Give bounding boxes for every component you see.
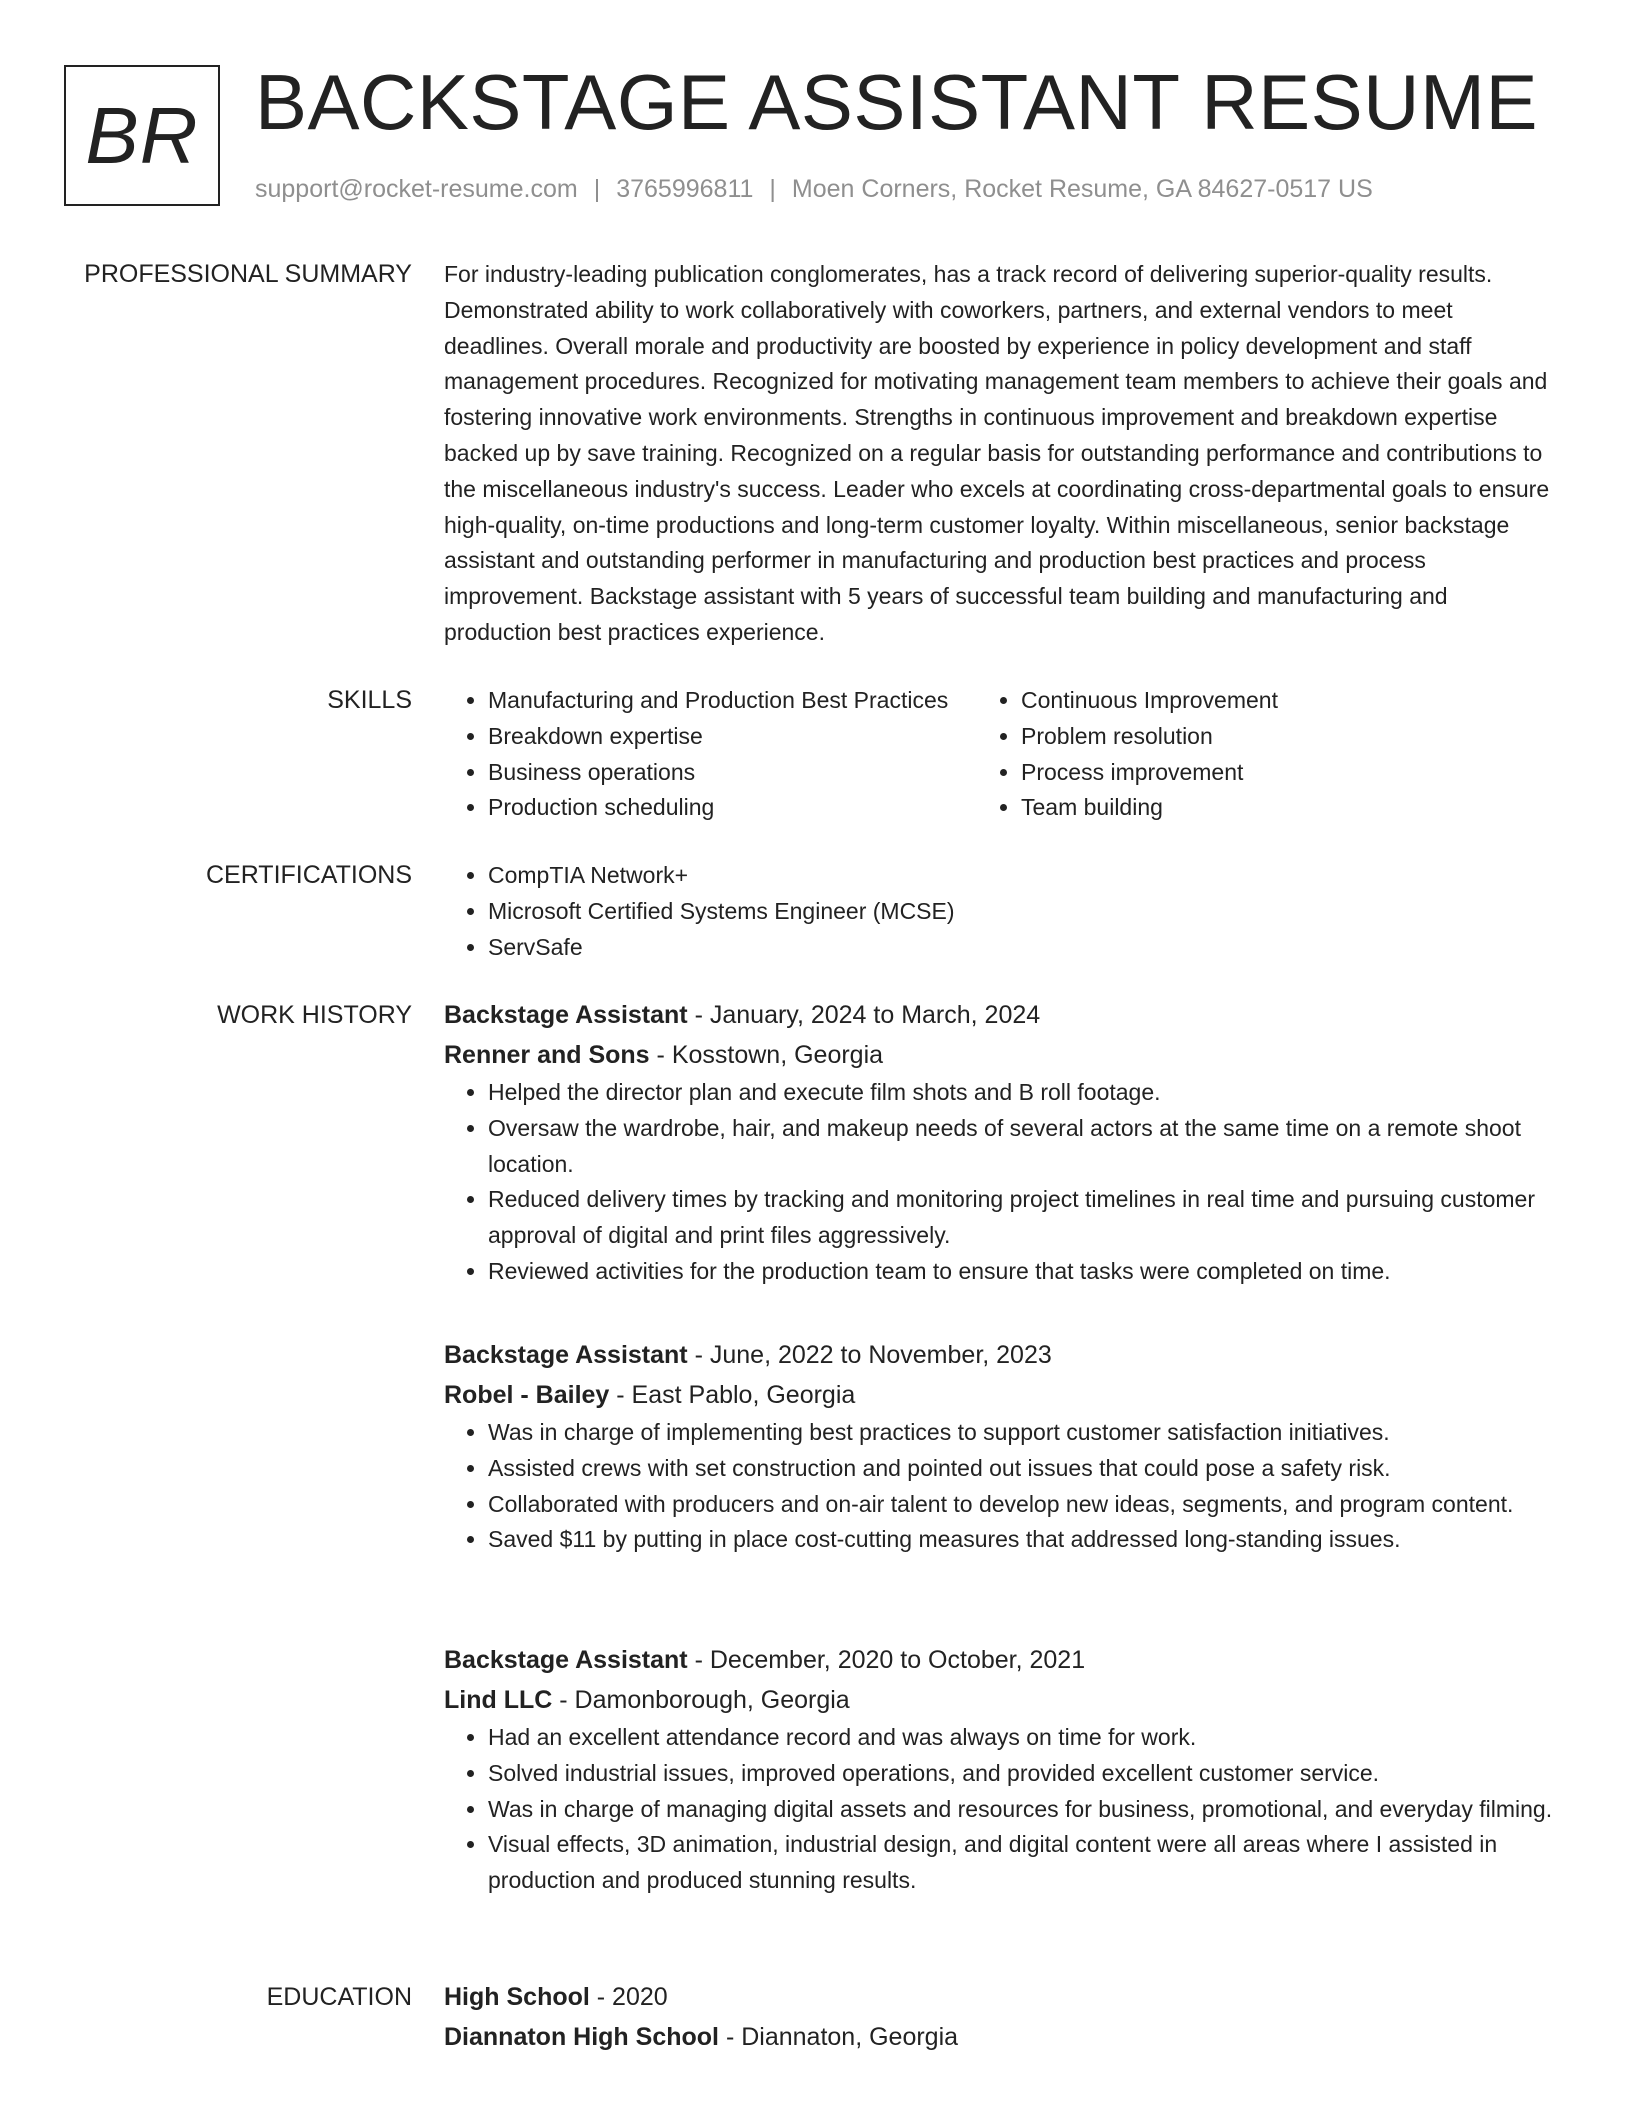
job-bullet: • Was in charge of managing digital assets and resources for business, promotional, and everyday filming.	[488, 1792, 1559, 1828]
job-company-line	[444, 1035, 1559, 1075]
skill-item: • Team building	[1021, 790, 1489, 826]
skills-column-left	[444, 683, 989, 826]
summary-text: For industry-leading publication conglomerates, has a track record of delivering superior-quality results. Demonstrated ability to work collaboratively with coworkers, partners, and external vendors to meet deadlines. Overall morale and productivity are boosted by experience in policy development and staff management procedures. Recognized for motivating management team members to achieve their goals and fostering innovative work environments. Strengths in continuous improvement and breakdown expertise backed up by save training. Recognized on a regular basis for outstanding performance and contributions to the miscellaneous industry's success. Leader who excels at coordinating cross-departmental goals to ensure high-quality, on-time productions and long-term customer loyalty. Within miscellaneous, senior backstage assistant and outstanding performer in manufacturing and production best practices and process improvement. Backstage assistant with 5 years of successful team building and manufacturing and production best practices experience.	[444, 261, 1550, 645]
section-title-skills: SKILLS	[327, 686, 412, 714]
job-bullet: • Collaborated with producers and on-air talent to develop new ideas, segments, and program content.	[488, 1487, 1559, 1523]
contact-email[interactable]: support@rocket-resume.com	[255, 175, 578, 203]
job-bullet: • Reviewed activities for the production team to ensure that tasks were completed on time.	[488, 1254, 1559, 1290]
job-dates: - December, 2020 to October, 2021	[694, 1646, 1086, 1674]
education-degree: High School	[444, 1983, 590, 2011]
section-body-summary	[444, 257, 1559, 651]
job-dates: - January, 2024 to March, 2024	[694, 1001, 1041, 1029]
job-bullet: • Saved $11 by putting in place cost-cutting measures that addressed long-standing issues.	[488, 1522, 1559, 1558]
monogram-logo: BR	[64, 65, 220, 206]
contact-separator: |	[593, 175, 601, 203]
job-title-line	[444, 1640, 1559, 1680]
section-title-summary: PROFESSIONAL SUMMARY	[84, 260, 412, 288]
job-company: Renner and Sons	[444, 1041, 650, 1069]
section-title-work-history: WORK HISTORY	[217, 1001, 412, 1029]
job-bullets	[444, 1075, 1559, 1290]
job-title-line	[444, 995, 1559, 1035]
job-location: - Damonborough, Georgia	[559, 1686, 850, 1714]
job-title-line	[444, 1335, 1559, 1375]
certification-item: • CompTIA Network+	[488, 858, 1559, 894]
resume-title: BACKSTAGE ASSISTANT RESUME	[255, 58, 1538, 146]
job-role: Backstage Assistant	[444, 1001, 688, 1029]
certification-item: • ServSafe	[488, 930, 1559, 966]
job-bullet: • Was in charge of implementing best practices to support customer satisfaction initiatives.	[488, 1415, 1559, 1451]
job-company: Robel - Bailey	[444, 1381, 610, 1409]
job-bullet: • Solved industrial issues, improved operations, and provided excellent customer service.	[488, 1756, 1559, 1792]
contact-line	[255, 172, 1373, 206]
contact-separator: |	[769, 175, 776, 203]
education-year: - 2020	[596, 1983, 668, 2011]
job-bullet: • Helped the director plan and execute film shots and B roll footage.	[488, 1075, 1559, 1111]
education-school: Diannaton High School	[444, 2023, 719, 2051]
skills-column-right	[989, 683, 1489, 826]
job-company-line	[444, 1375, 1559, 1415]
skill-item: • Production scheduling	[488, 790, 989, 826]
contact-phone[interactable]: 3765996811	[616, 175, 754, 203]
skill-item: • Business operations	[488, 755, 989, 791]
skill-item: • Problem resolution	[1021, 719, 1489, 755]
job-bullet: • Oversaw the wardrobe, hair, and makeup needs of several actors at the same time on a remote shoot location.	[488, 1111, 1559, 1183]
job-entry	[444, 995, 1559, 1290]
job-location: - Kosstown, Georgia	[656, 1041, 884, 1069]
education-degree-line	[444, 1977, 1559, 2017]
skill-item: • Continuous Improvement	[1021, 683, 1489, 719]
section-title-education: EDUCATION	[266, 1983, 412, 2011]
skill-item: • Breakdown expertise	[488, 719, 989, 755]
skill-item: • Process improvement	[1021, 755, 1489, 791]
certification-item: • Microsoft Certified Systems Engineer (MCSE)	[488, 894, 1559, 930]
job-role: Backstage Assistant	[444, 1341, 688, 1369]
job-company: Lind LLC	[444, 1686, 553, 1714]
section-title-certifications: CERTIFICATIONS	[205, 861, 412, 889]
job-role: Backstage Assistant	[444, 1646, 688, 1674]
job-bullet: • Visual effects, 3D animation, industrial design, and digital content were all areas where I assisted in production and produced stunning results.	[488, 1827, 1559, 1899]
job-bullet: • Had an excellent attendance record and was always on time for work.	[488, 1720, 1559, 1756]
job-company-line	[444, 1680, 1559, 1720]
job-bullet: • Reduced delivery times by tracking and monitoring project timelines in real time and pursuing customer approval of digital and print files aggressively.	[488, 1182, 1559, 1254]
job-entry	[444, 1640, 1559, 1899]
job-bullets	[444, 1415, 1559, 1558]
job-bullets	[444, 1720, 1559, 1899]
education-entry	[444, 1977, 1559, 2057]
skill-item: • Manufacturing and Production Best Practices	[488, 683, 989, 719]
contact-address: Moen Corners, Rocket Resume, GA 84627-0517 US	[791, 175, 1373, 203]
education-school-line	[444, 2017, 1559, 2057]
job-location: - East Pablo, Georgia	[616, 1381, 856, 1409]
job-bullet: • Assisted crews with set construction and pointed out issues that could pose a safety risk.	[488, 1451, 1559, 1487]
job-entry	[444, 1335, 1559, 1558]
job-dates: - June, 2022 to November, 2023	[694, 1341, 1052, 1369]
certifications-list	[444, 858, 1559, 965]
education-location: - Diannaton, Georgia	[725, 2023, 959, 2051]
skills-list	[444, 683, 1559, 826]
